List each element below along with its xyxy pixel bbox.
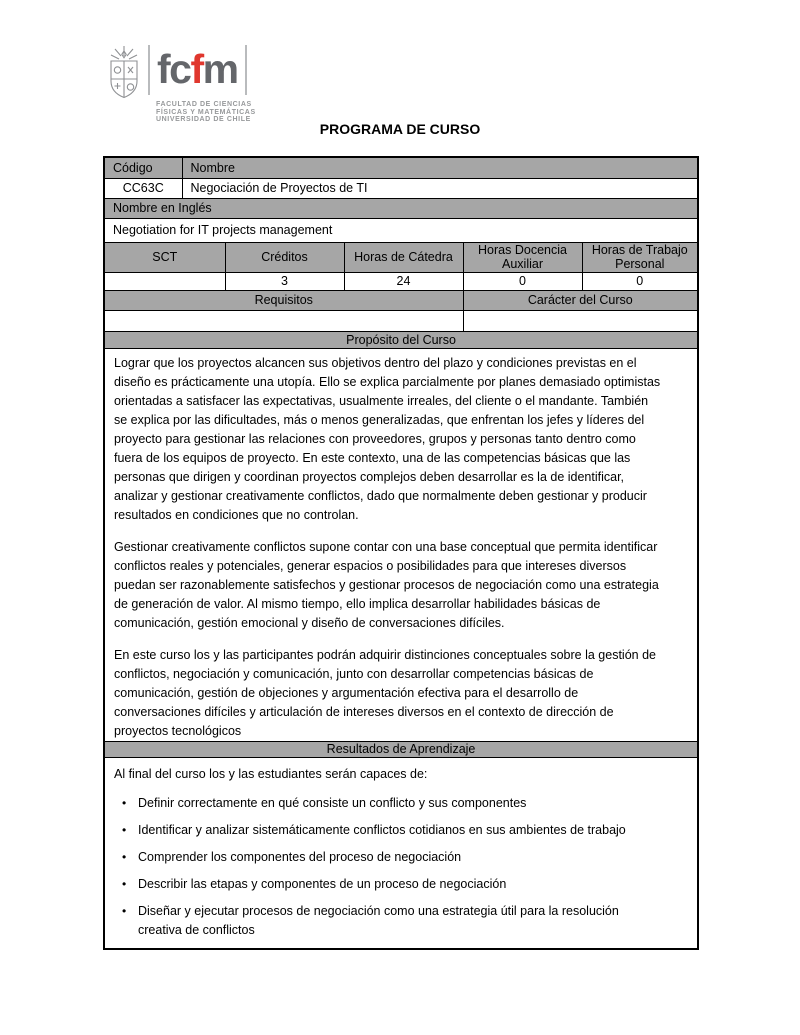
- text-line: Identificar y analizar sistemáticamente conflictos cotidianos en sus ambientes de trabajo: [138, 822, 626, 837]
- text-line: personas que dirigen y coordinan proyectos complejos deben desarrollar es la de identificar,: [114, 469, 625, 484]
- caracter-value-cell: [463, 310, 698, 331]
- text-line: puedan ser razonablemente satisfechos y gestionar procesos de negociación como una estrategia: [114, 577, 659, 592]
- text-line: Definir correctamente en qué consiste un conflicto y sus componentes: [138, 795, 527, 810]
- resultados-section-header: Resultados de Aprendizaje: [104, 741, 698, 757]
- text-line: proyectos tecnológicos: [114, 723, 242, 738]
- list-item: [114, 794, 688, 813]
- proposito-text-cell: [104, 348, 698, 741]
- text-line: Describir las etapas y componentes de un proceso de negociación: [138, 876, 507, 891]
- nombre-ingles-value-cell: Negotiation for IT projects management: [104, 218, 698, 242]
- wordmark-gray-letters: fc: [157, 46, 191, 92]
- fcfm-logo: [104, 45, 256, 124]
- course-program-table: [103, 156, 699, 950]
- bullet-icon: •: [122, 822, 127, 837]
- text-line: analizar y gestionar creativamente conflictos, dado que normalmente deben gestionar y producir: [114, 488, 647, 503]
- paragraph: [114, 646, 688, 741]
- text-line: resultados en condiciones que no controlan.: [114, 507, 359, 522]
- text-line: proyecto para gestionar las relaciones con proveedores, grupos y personas tanto dentro como: [114, 431, 636, 446]
- text-line: creativa de conflictos: [138, 922, 255, 937]
- table-row: [104, 198, 698, 218]
- horas-docencia-value-cell: 0: [463, 272, 582, 290]
- text-line: de generación de valor. Al mismo tiempo, ello implica desarrollar habilidades básicas de: [114, 596, 601, 611]
- nombre-value-cell: Negociación de Proyectos de TI: [182, 178, 698, 198]
- horas-catedra-value-cell: 24: [344, 272, 463, 290]
- bullet-icon: •: [122, 876, 127, 891]
- fcfm-wordmark: [148, 45, 247, 95]
- table-row: [104, 741, 698, 757]
- text-line: FÍSICAS Y MATEMÁTICAS: [156, 108, 256, 116]
- horas-docencia-header-cell: Horas Docencia Auxiliar: [463, 242, 582, 272]
- table-row: [104, 757, 698, 949]
- table-row: [104, 331, 698, 348]
- list-item: [114, 875, 688, 894]
- table-row: [104, 272, 698, 290]
- learning-outcomes-list: [114, 794, 688, 940]
- creditos-header-cell: Créditos: [225, 242, 344, 272]
- table-row: [104, 242, 698, 272]
- caracter-header-cell: Carácter del Curso: [463, 290, 698, 310]
- proposito-section-header: Propósito del Curso: [104, 331, 698, 348]
- creditos-value-cell: 3: [225, 272, 344, 290]
- university-crest-icon: [104, 45, 144, 107]
- paragraph: [114, 354, 688, 525]
- text-line: FACULTAD DE CIENCIAS: [156, 101, 252, 108]
- text-line: orientadas a satisfacer las expectativas, usualmente irreales, del cliente o el mandante. También: [114, 393, 649, 408]
- codigo-header-cell: Código: [104, 157, 182, 178]
- bullet-icon: •: [122, 849, 127, 864]
- text-line: se explica por las dificultades, más o menos generalizadas, que enfrentan los jefes y líderes del: [114, 412, 645, 427]
- nombre-ingles-header-cell: Nombre en Inglés: [104, 198, 698, 218]
- page-title: PROGRAMA DE CURSO: [319, 121, 481, 137]
- text-line: conflictos reales y potenciales, generar espacios o posibilidades para que intereses diversos: [114, 558, 627, 573]
- sct-value-cell: [104, 272, 225, 290]
- text-line: Diseñar y ejecutar procesos de negociación como una estrategia útil para la resolución: [138, 903, 619, 918]
- table-row: [104, 310, 698, 331]
- text-line: UNIVERSIDAD DE CHILE: [156, 116, 251, 123]
- sct-header-cell: SCT: [104, 242, 225, 272]
- bullet-icon: •: [122, 903, 127, 918]
- table-row: [104, 348, 698, 741]
- list-item: [114, 848, 688, 867]
- paragraph: [114, 538, 688, 633]
- text-line: conversaciones difíciles y articulación de intereses diversos en el contexto de dirección de: [114, 704, 614, 719]
- table-row: [104, 290, 698, 310]
- wordmark-red-letter: f: [190, 46, 203, 92]
- list-item: [114, 902, 688, 940]
- bullet-icon: •: [122, 795, 127, 810]
- list-item: [114, 821, 688, 840]
- text-line: comunicación, gestión emocional y diseño de conversaciones difíciles.: [114, 615, 505, 630]
- codigo-value-cell: CC63C: [104, 178, 182, 198]
- table-row: [104, 157, 698, 178]
- table-row: [104, 218, 698, 242]
- text-line: En este curso los y las participantes podrán adquirir distinciones conceptuales sobre la gestión de: [114, 647, 656, 662]
- text-line: Gestionar creativamente conflictos supone contar con una base conceptual que permita identificar: [114, 539, 658, 554]
- requisitos-header-cell: Requisitos: [104, 290, 463, 310]
- resultados-cell: [104, 757, 698, 949]
- text-line: fuera de los equipos de proyecto. En este contexto, una de las competencias básicas que las: [114, 450, 631, 465]
- requisitos-value-cell: [104, 310, 463, 331]
- resultados-intro: Al final del curso los y las estudiantes serán capaces de:: [114, 766, 428, 781]
- text-line: comunicación, gestión de objeciones y argumentación efectiva para el desarrollo de: [114, 685, 579, 700]
- text-line: diseño es prácticamente una utopía. Ello se explica parcialmente por planes demasiado optimistas: [114, 374, 661, 389]
- nombre-header-cell: Nombre: [182, 157, 698, 178]
- text-line: Lograr que los proyectos alcancen sus objetivos dentro del plazo y condiciones previstas en el: [114, 355, 637, 370]
- text-line: Comprender los componentes del proceso de negociación: [138, 849, 462, 864]
- wordmark-gray-letters: m: [202, 46, 238, 92]
- table-row: [104, 178, 698, 198]
- horas-trabajo-header-cell: Horas de Trabajo Personal: [582, 242, 698, 272]
- text-line: conflictos, negociación y comunicación, junto con desarrollar competencias básicas de: [114, 666, 594, 681]
- horas-catedra-header-cell: Horas de Cátedra: [344, 242, 463, 272]
- horas-trabajo-value-cell: 0: [582, 272, 698, 290]
